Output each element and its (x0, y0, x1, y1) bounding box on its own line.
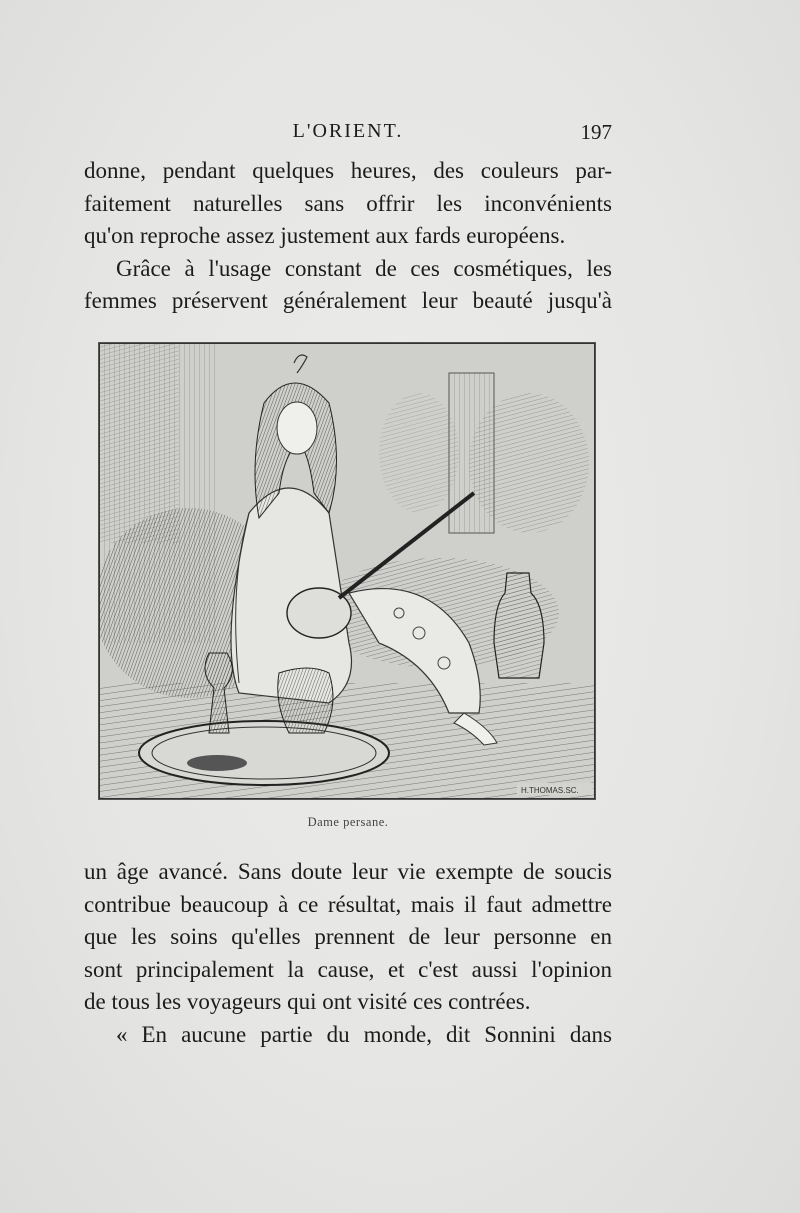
persian-lady-engraving (99, 343, 595, 799)
text-line: contribue beaucoup à ce résultat, mais il faut admettre (84, 891, 612, 917)
text-line: sont principalement la cause, et c'est aussi l'opinion (84, 956, 612, 982)
engraving-illustration (98, 342, 596, 800)
running-head (84, 118, 612, 148)
text-line: Grâce à l'usage constant de ces cosmétiques, les (116, 255, 612, 281)
text-line: donne, pendant quelques heures, des couleurs par- (84, 158, 612, 183)
text-line: « En aucune partie du monde, dit Sonnini dans (116, 1021, 612, 1047)
page-number: 197 (580, 120, 612, 144)
engraver-signature: H.THOMAS.SC. (521, 786, 579, 795)
figure-caption: Dame persane. (307, 815, 389, 829)
text-line: que les soins qu'elles prennent de leur personne en (84, 924, 612, 949)
text-line: de tous les voyageurs qui ont visité ces contrées. (84, 989, 531, 1014)
running-title: L'ORIENT. (292, 120, 404, 142)
paragraph-top (84, 155, 612, 318)
text-line: qu'on reproche assez justement aux fards européens. (84, 223, 566, 248)
text-line: un âge avancé. Sans doute leur vie exempte de soucis (84, 859, 612, 884)
paragraph-bottom (84, 856, 612, 1051)
text-line: femmes préservent généralement leur beauté jusqu'à (84, 288, 612, 313)
text-line: faitement naturelles sans offrir les inconvénients (84, 190, 612, 216)
